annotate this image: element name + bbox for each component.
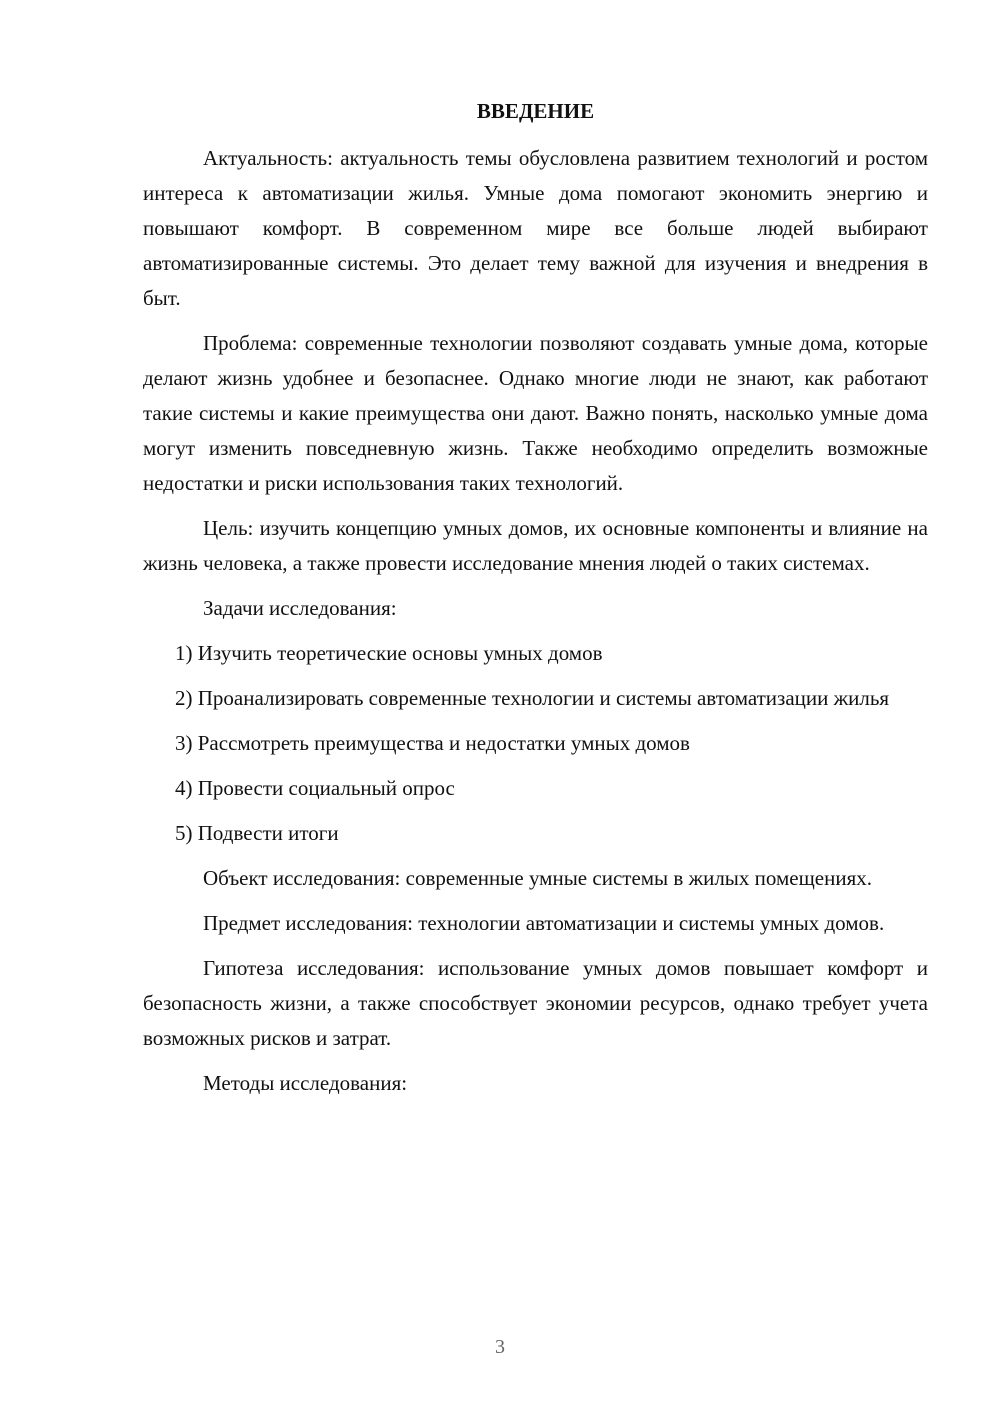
paragraph-object: Объект исследования: современные умные системы в жилых помещениях. [203, 866, 872, 890]
task-item: 4) Провести социальный опрос [175, 776, 455, 800]
task-item: 5) Подвести итоги [175, 821, 339, 845]
paragraph-hypothesis: Гипотеза исследования: использование умных домов повышает комфорт и безопасность жизни, а также способствует экономии ресурсов, однако требует учета возможных рисков и затрат. [143, 956, 928, 1050]
paragraph-goal: Цель: изучить концепцию умных домов, их основные компоненты и влияние на жизнь человека, а также провести исследование мнения людей о таких системах. [143, 516, 928, 575]
section-title: ВВЕДЕНИЕ [476, 99, 595, 123]
task-item: 1) Изучить теоретические основы умных домов [175, 641, 603, 665]
paragraph-subject: Предмет исследования: технологии автоматизации и системы умных домов. [203, 911, 885, 935]
task-item: 3) Рассмотреть преимущества и недостатки умных домов [175, 731, 690, 755]
paragraph-methods-heading: Методы исследования: [203, 1071, 408, 1095]
page-number: 3 [495, 1336, 505, 1358]
paragraph-tasks-heading: Задачи исследования: [203, 596, 397, 620]
paragraph-relevance: Актуальность: актуальность темы обусловлена развитием технологий и ростом интереса к автоматизации жилья. Умные дома помогают экономить энергию и повышают комфорт. В современном мире все больше людей выбирают автоматизированные системы. Это делает тему важной для изучения и внедрения в быт. [143, 146, 928, 310]
paragraph-problem: Проблема: современные технологии позволяют создавать умные дома, которые делают жизнь удобнее и безопаснее. Однако многие люди не знают, как работают такие системы и какие преимущества они дают. Важно понять, насколько умные дома могут изменить повседневную жизнь. Также необходимо определить возможные недостатки и риски использования таких технологий. [143, 331, 928, 495]
task-item: 2) Проанализировать современные технологии и системы автоматизации жилья [175, 686, 890, 710]
page-content [143, 94, 928, 1111]
